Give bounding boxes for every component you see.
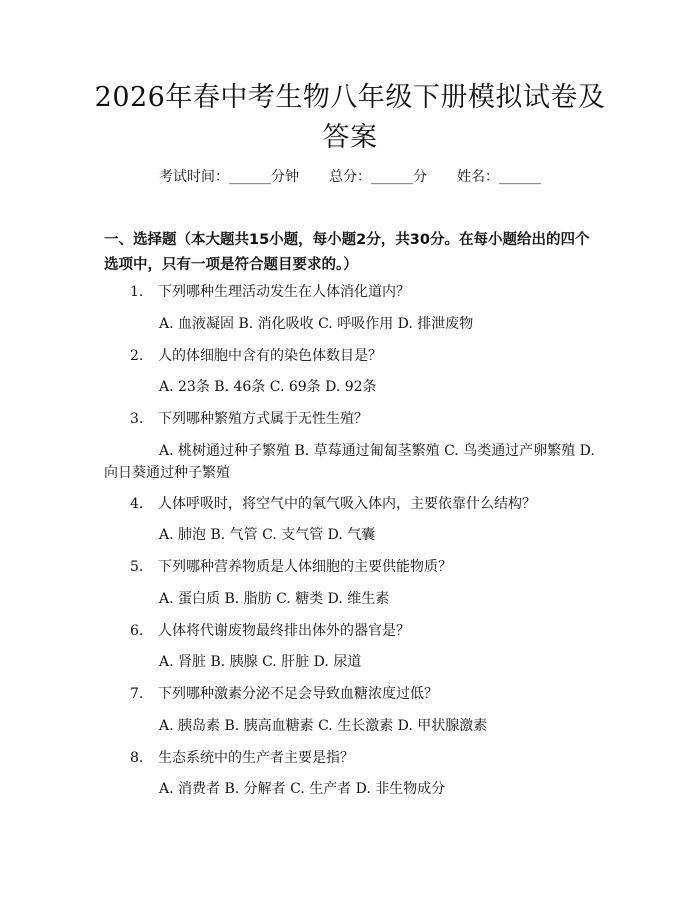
question-number: 6. xyxy=(130,623,144,639)
question xyxy=(130,747,600,769)
question-number: 8. xyxy=(130,750,144,766)
question-options: A. 桃树通过种子繁殖 B. 草莓通过匍匐茎繁殖 C. 鸟类通过产卵繁殖 D. 向日葵通过种子繁殖 xyxy=(104,443,595,481)
question-text: 人体呼吸时，将空气中的氧气吸入体内，主要依靠什么结构？ xyxy=(158,496,536,512)
question-number: 3. xyxy=(130,411,144,427)
question-number: 2. xyxy=(130,348,144,364)
question-options: A. 蛋白质 B. 脂肪 C. 糖类 D. 维生素 xyxy=(159,591,390,607)
question xyxy=(130,620,600,642)
student-name: 姓名：______ xyxy=(457,169,541,185)
question-options: A. 肾脏 B. 胰腺 C. 肝脏 D. 尿道 xyxy=(159,654,362,670)
question-number: 5. xyxy=(130,559,144,575)
exam-time: 考试时间：______分钟 xyxy=(159,169,299,185)
question-text: 下列哪种繁殖方式属于无性生殖？ xyxy=(158,411,368,427)
exam-meta xyxy=(0,166,700,188)
question-text: 下列哪种生理活动发生在人体消化道内？ xyxy=(158,284,410,300)
question-number: 7. xyxy=(130,686,144,702)
question xyxy=(130,556,600,578)
question-number: 1. xyxy=(130,284,144,300)
exam-score: 总分：______分 xyxy=(329,169,427,185)
question xyxy=(130,493,600,515)
question-options: A. 血液凝固 B. 消化吸收 C. 呼吸作用 D. 排泄废物 xyxy=(159,316,474,332)
question xyxy=(130,345,600,367)
question-text: 下列哪种营养物质是人体细胞的主要供能物质？ xyxy=(158,559,452,575)
question-options: A. 肺泡 B. 气管 C. 支气管 D. 气囊 xyxy=(159,527,376,543)
question-text: 人体将代谢废物最终排出体外的器官是？ xyxy=(158,623,410,639)
question xyxy=(130,281,600,303)
section-heading: 一、选择题（本大题共15小题，每小题2分，共30分。在每小题给出的四个选项中，只有一项是符合题目要求的。） xyxy=(104,232,590,273)
question-text: 人的体细胞中含有的染色体数目是？ xyxy=(158,348,382,364)
page-title: 2026年春中考生物八年级下册模拟试卷及答案 xyxy=(94,82,606,153)
question-text: 生态系统中的生产者主要是指？ xyxy=(158,750,354,766)
question-options: A. 消费者 B. 分解者 C. 生产者 D. 非生物成分 xyxy=(159,781,446,797)
question-options: A. 23条 B. 46条 C. 69条 D. 92条 xyxy=(159,379,377,395)
question-number: 4. xyxy=(130,496,144,512)
question-text: 下列哪种激素分泌不足会导致血糖浓度过低？ xyxy=(158,686,438,702)
question xyxy=(130,408,600,430)
question-options: A. 胰岛素 B. 胰高血糖素 C. 生长激素 D. 甲状腺激素 xyxy=(159,718,488,734)
question xyxy=(130,683,600,705)
